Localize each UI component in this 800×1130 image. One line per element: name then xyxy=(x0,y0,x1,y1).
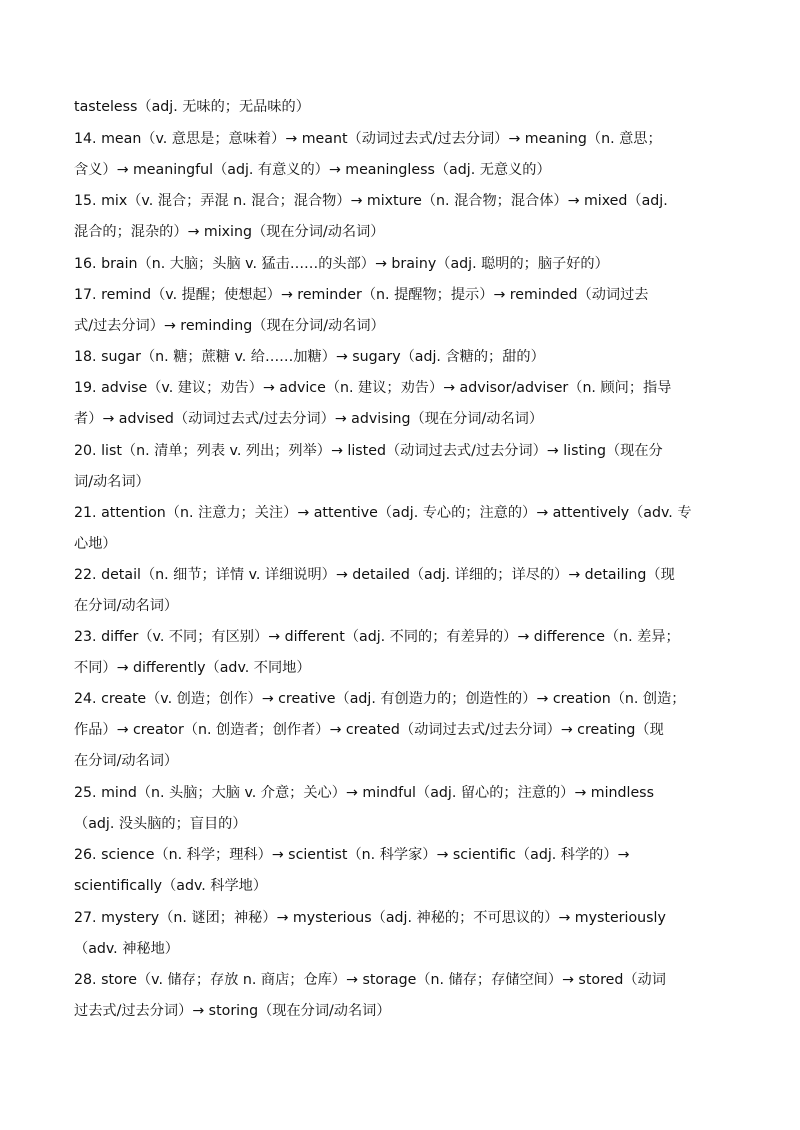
text-line: 词/动名词） xyxy=(74,474,150,490)
text-line: 者）→ advised（动词过去式/过去分词）→ advising（现在分词/动名词） xyxy=(74,411,544,427)
text-line: 19. advise（v. 建议；劝告）→ advice（n. 建议；劝告）→ advisor/adviser（n. 顾问；指导 xyxy=(74,380,672,396)
text-line: 16. brain（n. 大脑；头脑 v. 猛击……的头部）→ brainy（adj. 聪明的；脑子好的） xyxy=(74,256,609,272)
text-line: 18. sugar（n. 糖；蔗糖 v. 给……加糖）→ sugary（adj. 含糖的；甜的） xyxy=(74,349,545,365)
text-line: 23. differ（v. 不同；有区别）→ different（adj. 不同的；有差异的）→ difference（n. 差异； xyxy=(74,629,680,645)
text-line: 混合的；混杂的）→ mixing（现在分词/动名词） xyxy=(74,224,385,240)
text-line: 在分词/动名词） xyxy=(74,753,179,769)
text-line: tasteless（adj. 无味的；无品味的） xyxy=(74,99,310,115)
text-line: （adj. 没头脑的；盲目的） xyxy=(74,816,247,832)
text-line: 17. remind（v. 提醒；使想起）→ reminder（n. 提醒物；提示）→ reminded（动词过去 xyxy=(74,287,649,303)
text-line: 21. attention（n. 注意力；关注）→ attentive（adj. 专心的；注意的）→ attentively（adv. 专 xyxy=(74,505,692,521)
text-line: 22. detail（n. 细节；详情 v. 详细说明）→ detailed（adj. 详细的；详尽的）→ detailing（现 xyxy=(74,567,675,583)
text-line: 27. mystery（n. 谜团；神秘）→ mysterious（adj. 神秘的；不可思议的）→ mysteriously xyxy=(74,910,666,926)
text-line: 24. create（v. 创造；创作）→ creative（adj. 有创造力的；创造性的）→ creation（n. 创造； xyxy=(74,691,686,707)
text-line: 20. list（n. 清单；列表 v. 列出；列举）→ listed（动词过去式/过去分词）→ listing（现在分 xyxy=(74,443,663,459)
text-line: 式/过去分词）→ reminding（现在分词/动名词） xyxy=(74,318,385,334)
text-line: 25. mind（n. 头脑；大脑 v. 介意；关心）→ mindful（adj. 留心的；注意的）→ mindless xyxy=(74,785,654,801)
text-line: 28. store（v. 储存；存放 n. 商店；仓库）→ storage（n. 储存；存储空间）→ stored（动词 xyxy=(74,972,666,988)
text-line: 作品）→ creator（n. 创造者；创作者）→ created（动词过去式/过去分词）→ creating（现 xyxy=(74,722,664,738)
text-line: 15. mix（v. 混合；弄混 n. 混合；混合物）→ mixture（n. 混合物；混合体）→ mixed（adj. xyxy=(74,193,668,209)
text-line: 不同）→ differently（adv. 不同地） xyxy=(74,660,311,676)
text-line: 14. mean（v. 意思是；意味着）→ meant（动词过去式/过去分词）→ meaning（n. 意思； xyxy=(74,131,662,147)
text-line: 过去式/过去分词）→ storing（现在分词/动名词） xyxy=(74,1003,391,1019)
text-line: 心地） xyxy=(74,536,117,552)
text-line: 26. science（n. 科学；理科）→ scientist（n. 科学家）→ scientific（adj. 科学的）→ xyxy=(74,847,630,863)
text-line: （adv. 神秘地） xyxy=(74,941,179,957)
text-line: 在分词/动名词） xyxy=(74,598,179,614)
text-line: scientifically（adv. 科学地） xyxy=(74,878,268,894)
text-line: 含义）→ meaningful（adj. 有意义的）→ meaningless（adj. 无意义的） xyxy=(74,162,551,178)
